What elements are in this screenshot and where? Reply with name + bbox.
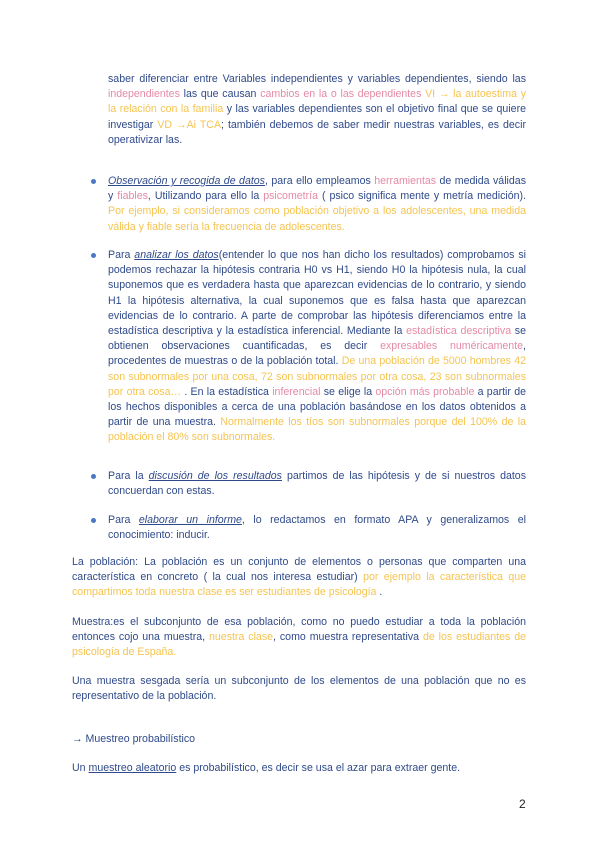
bullet-observacion: Observación y recogida de datos, para ello empleamos herramientas de medida válidas y fiables, Utilizando para ello la psicometría ( psico significa mente y metría medición). Por ejemplo, si consideramos como población objetivo a los adolescentes, una medida válida y fiable sería la frecuencia de adolescentes. <box>108 175 527 233</box>
bullet-discusion: Para la discusión de los resultados partimos de las hipótesis y de si nuestros datos concuerdan con estas. <box>108 470 526 498</box>
paragraph-poblacion: La población: La población es un conjunto de elementos o personas que comparten una característica en concreto ( la cual nos interesa estudiar) por ejemplo la característica que compartimos toda nuestra clase es ser estudiantes de psicología . <box>72 556 526 599</box>
heading-muestreo-probabilistico: → Muestreo probabilístico <box>72 733 196 745</box>
paragraph-muestra: Muestra:es el subconjunto de esa población, como no puedo estudiar a toda la población entonces cojo una muestra, nuestra clase, como muestra representativa de los estudiantes de psicología de España. <box>72 616 527 659</box>
paragraph-variables: saber diferenciar entre Variables independientes y variables dependientes, siendo las independientes las que causan cambios en la o las dependientes VI → la autoestima y la relación con la familia y las variables dependientes son el objetivo final que se quiere investigar VD →Ai TCA; también debemos de saber medir nuestras variables, es decir operativizar las. <box>108 73 526 146</box>
bullet-dot <box>91 474 96 479</box>
link-informe[interactable]: elaborar un informe <box>138 514 242 526</box>
link-discusion[interactable]: discusión de los resultados <box>148 470 282 482</box>
bullet-dot <box>91 179 96 184</box>
page-number: 2 <box>519 797 526 811</box>
paragraph-muestreo-aleatorio: Un muestreo aleatorio es probabilístico, es decir se usa el azar para extraer gente. <box>72 762 461 774</box>
link-muestreo-aleatorio[interactable]: muestreo aleatorio <box>88 762 177 774</box>
link-analizar[interactable]: analizar los datos <box>134 249 219 261</box>
bullet-analizar: Para analizar los datos(entender lo que nos han dicho los resultados) comprobamos si podemos rechazar la hipótesis contraria H0 vs H1, siendo H0 la hipótesis nula, la cual suponemos que es verdadera hasta que aparezcan evidencias de lo contrario, y siendo H1 la hipótesis alternativa, la cual suponemos que es falsa hasta que aparezcan evidencias de lo contrario. A parte de comprobar las hipótesis diferenciamos entre la estadística descriptiva y la estadística inferencial. Mediante la estadística descriptiva se obtienen observaciones cuantificadas, es decir expresables numéricamente, procedentes de muestras o de la población total. De una población de 5000 hombres 42 son subnormales por una cosa, 72 son subnormales por otra cosa, 23 son subnormales por otra cosa… . En la estadística inferencial se elige la opción más probable a partir de los hechos disponibles a cerca de una población basándose en los datos obtenidos a partir de una muestra. Normalmente los tíos son subnormales porque del 100% de la población el 80% son subnormales. <box>108 249 526 444</box>
bullet-informe: Para elaborar un informe, lo redactamos en formato APA y generalizamos el conocimiento: inducir. <box>108 514 526 542</box>
link-observacion[interactable]: Observación y recogida de datos <box>108 175 265 187</box>
bullet-dot <box>91 253 96 258</box>
bullet-dot <box>91 518 96 523</box>
paragraph-muestra-sesgada: Una muestra sesgada sería un subconjunto de los elementos de una población que no es representativo de la población. <box>72 675 526 703</box>
